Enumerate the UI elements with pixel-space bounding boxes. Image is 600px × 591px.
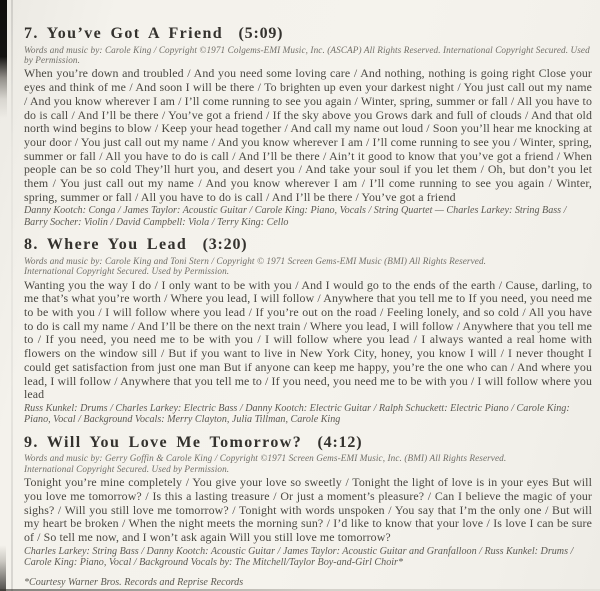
song-section-9 bbox=[24, 434, 592, 569]
credit-line: Words and music by: Carole King and Toni Stern / Copyright © 1971 Screen Gems-EMI Music (BMI) All Rights Reserved. bbox=[24, 255, 487, 266]
footnote: *Courtesy Warner Bros. Records and Reprise Records bbox=[24, 576, 244, 588]
credit-line: Words and music by: Carole King / Copyright ©1971 Colgems-EMI Music, Inc. (ASCAP) All Rights Reserved. International Copyright Secured. Used by Permission. bbox=[24, 44, 590, 65]
song-musicians: Russ Kunkel: Drums / Charles Larkey: Electric Bass / Danny Kootch: Electric Guitar / Ralph Schuckett: Electric Piano / Carole King: Piano, Vocal / Background Vocals: Merry Clayton, Julia Tillman, Carole King bbox=[24, 402, 570, 426]
song-duration: (3:20) bbox=[202, 236, 248, 254]
song-lyrics: Tonight you’re mine completely / You give your love so sweetly / Tonight the light of love is in your eyes But will you love me tomorrow? / Is this a lasting treasure / Or just a moment’s pleasure? / Can I believe the magic of your sighs? / Will you still love me tomorrow? / Tonight with words unspoken / You say that I’m the only one / But will my heart be broken / When the night meets the morning sun? / I’d like to know that your love / Is love I can be sure of / So tell me now, and I won’t ask again Will you still love me tomorrow? bbox=[24, 475, 592, 545]
song-title-text: 7. You’ve Got A Friend bbox=[24, 25, 224, 42]
song-musicians: Charles Larkey: String Bass / Danny Kootch: Acoustic Guitar / James Taylor: Acoustic Guitar and Granfalloon / Russ Kunkel: Drums / Carole King: Piano, Vocal / Background Vocals by: The Mitchell/Taylor Boy-and-Girl Choir* bbox=[24, 545, 574, 569]
song-title-9 bbox=[24, 434, 592, 452]
song-section-8 bbox=[24, 236, 592, 426]
song-credit-block bbox=[24, 453, 592, 474]
song-lyrics: Wanting you the way I do / I only want to be with you / And I would go to the ends of the earth / Cause, darling, to me that’s what you’re worth / Where you lead, I will follow / Anywhere that you tell me to If you need, you need me to be with you / I will follow where you lead / If you’re out on the road / Feeling lonely, and so cold / All you have to do is call my name / And I’ll be there on the next train / Where you lead, I will follow / Anywhere that you tell me to / If you need, you need me to be with you / I will follow where you lead / I always wanted a real home with flowers on the window sill / But if you want to live in New York City, honey, you know I will / I never thought I could get satisfaction from just one man But if anyone can keep me happy, you’re the one who can / And where you lead, I will follow / Anywhere that you tell me to / If you need, you need me to be with you / I will follow where you lead bbox=[24, 277, 592, 402]
song-musicians: Danny Kootch: Conga / James Taylor: Acoustic Guitar / Carole King: Piano, Vocals / String Quartet — Charles Larkey: String Bass / Barry Socher: Violin / David Campbell: Viola / Terry King: Cello bbox=[24, 205, 567, 228]
credit-line: International Copyright Secured. Used by Permission. bbox=[24, 266, 230, 277]
song-title-text: 9. Will You Love Me Tomorrow? bbox=[24, 433, 303, 451]
song-duration: (5:09) bbox=[238, 25, 284, 42]
song-duration: (4:12) bbox=[317, 433, 363, 451]
song-title-7 bbox=[24, 25, 592, 43]
song-credit-block bbox=[24, 45, 592, 66]
song-title-text: 8. Where You Lead bbox=[24, 236, 188, 254]
song-lyrics: When you’re down and troubled / And you need some loving care / And nothing, nothing is going right Close your eyes and think of me / And soon I will be there / To brighten up even your darkest night / You just call out my name / And you know wherever I am / I’ll come running to see you again / Winter, spring, summer or fall / All you have to do is call / And I’ll be there / You’ve got a friend / If the sky above you Grows dark and full of clouds / And that old north wind begins to blow / Keep your head together / And call my name out loud / Soon you’ll hear me knocking at your door / You just call out my name / And you know wherever I am / I’ll come running to see you / Winter, spring, summer or fall / All you have to do is call / And I’ll be there / Ain’t it good to know that you’ve got a friend / When people can be so cold They’ll hurt you, and desert you / And take your soul if you let them / Oh, but don’t you let them / You just call out my name / And you know wherever I am / I’ll come running to see you again / Winter, spring, summer or fall / All you have to do is call / And I’ll be there / You’ve got a friend bbox=[24, 66, 592, 204]
song-section-7 bbox=[24, 25, 592, 228]
credit-line: Words and music by: Gerry Goffin & Carole King / Copyright ©1971 Screen Gems-EMI Music, Inc. (BMI) All Rights Reserved. bbox=[24, 453, 507, 464]
credit-line: International Copyright Secured. Used by Permission. bbox=[24, 463, 230, 474]
song-title-8 bbox=[24, 236, 592, 254]
song-credit-block bbox=[24, 256, 592, 277]
